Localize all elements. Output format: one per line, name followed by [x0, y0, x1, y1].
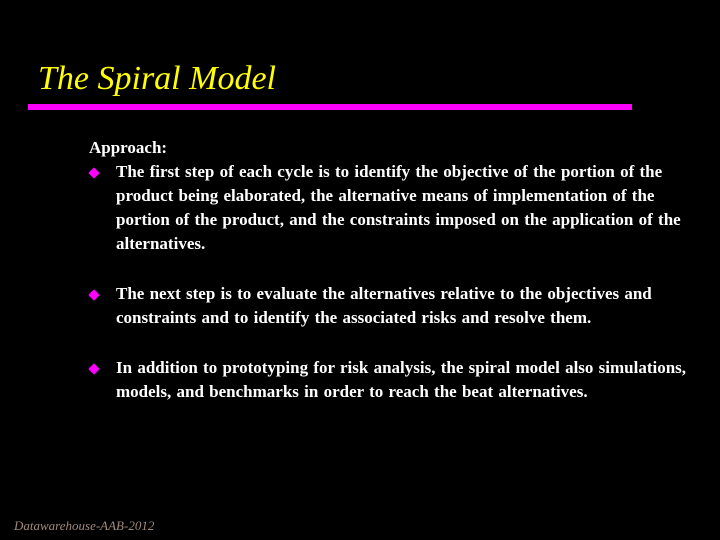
bullet-list [89, 160, 689, 404]
intro-label: Approach: [89, 138, 168, 157]
slide-body [89, 136, 689, 404]
title-underline [28, 104, 632, 110]
bullet-item [89, 282, 689, 330]
bullet-text: The next step is to evaluate the alternatives relative to the objectives and constraints and to identify the associated risks and resolve them. [116, 284, 652, 327]
diamond-bullet-icon [88, 167, 99, 178]
footer-label: Datawarehouse-AAB-2012 [14, 518, 155, 533]
bullet-text: In addition to prototyping for risk analysis, the spiral model also simulations, models, and benchmarks in order to reach the beat alternatives. [116, 358, 687, 401]
slide-title: The Spiral Model [38, 60, 276, 97]
bullet-text: The first step of each cycle is to identify the objective of the portion of the product being elaborated, the alternative means of implementation of the portion of the product, and the constraints imposed on the application of the alternatives. [116, 162, 681, 253]
diamond-bullet-icon [88, 363, 99, 374]
bullet-item [89, 356, 689, 404]
diamond-bullet-icon [88, 289, 99, 300]
bullet-item [89, 160, 689, 256]
